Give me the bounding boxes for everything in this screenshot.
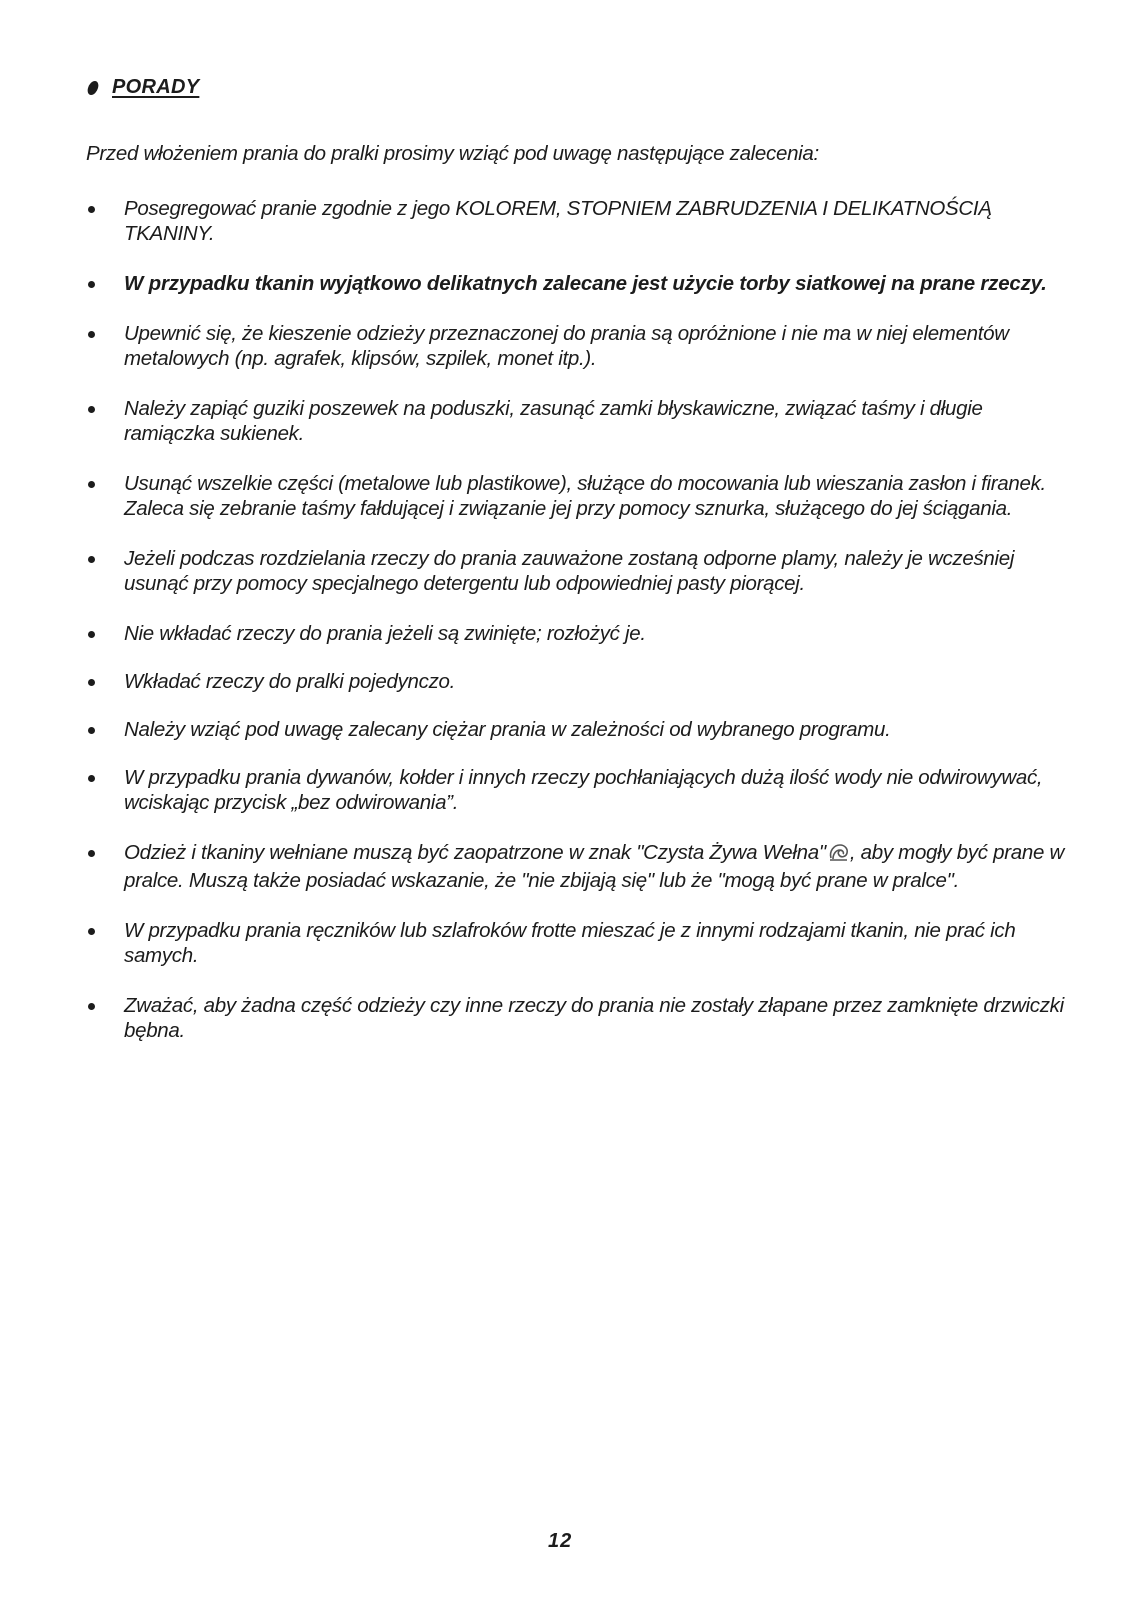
tip-item xyxy=(86,621,1066,646)
tip-item xyxy=(86,717,1066,742)
tip-text: Upewnić się, że kieszenie odzieży przeznaczonej do prania są opróżnione i nie ma w niej elementów metalowych (np. agrafek, klipsów, szpilek, monet itp.). xyxy=(124,322,1009,370)
tip-item-wool xyxy=(86,840,1066,893)
tip-text: Nie wkładać rzeczy do prania jeżeli są zwinięte; rozłożyć je. xyxy=(124,622,646,645)
tip-item xyxy=(86,669,1066,694)
tip-item xyxy=(86,918,1066,968)
bullet-icon xyxy=(88,727,95,734)
tip-item xyxy=(86,271,1066,296)
tip-item xyxy=(86,471,1066,521)
bullet-icon xyxy=(88,406,95,413)
tip-item xyxy=(86,765,1066,815)
tip-text: Jeżeli podczas rozdzielania rzeczy do prania zauważone zostaną odporne plamy, należy je wcześniej usunąć przy pomocy specjalnego detergentu lub odpowiedniej pasty piorącej. xyxy=(124,547,1015,595)
tip-text: Posegregować pranie zgodnie z jego KOLOREM, STOPNIEM ZABRUDZENIA I DELIKATNOŚCIĄ TKANINY. xyxy=(124,197,992,245)
tip-item xyxy=(86,196,1066,246)
tip-text: Zważać, aby żadna część odzieży czy inne rzeczy do prania nie zostały złapane przez zamknięte drzwiczki bębna. xyxy=(124,994,1064,1042)
bullet-icon xyxy=(88,850,95,857)
bullet-icon xyxy=(88,1003,95,1010)
bullet-icon xyxy=(88,281,95,288)
tip-item xyxy=(86,321,1066,371)
intro-paragraph: Przed włożeniem prania do pralki prosimy wziąć pod uwagę następujące zalecenia: xyxy=(86,142,819,165)
bullet-icon xyxy=(88,481,95,488)
tip-item xyxy=(86,546,1066,596)
tip-text: Usunąć wszelkie części (metalowe lub plastikowe), służące do mocowania lub wieszania zasłon i firanek. Zaleca się zebranie taśmy fałdującej i związanie jej przy pomocy sznurka, służącego do jej ściągania. xyxy=(124,472,1046,520)
tip-text: W przypadku prania dywanów, kołder i innych rzeczy pochłaniających dużą ilość wody nie odwirowywać, wciskając przycisk „bez odwirowania”. xyxy=(124,766,1043,814)
wool-tip-text-end: , aby mogły być prane w pralce. Muszą także posiadać wskazanie, że "nie zbijają się" lub że "mogą być prane w pralce". xyxy=(124,841,1064,892)
tip-text: W przypadku tkanin wyjątkowo delikatnych zalecane jest użycie torby siatkowej na prane rzeczy. xyxy=(124,272,1047,295)
section-heading xyxy=(88,76,199,99)
tip-text: Wkładać rzeczy do pralki pojedynczo. xyxy=(124,670,456,693)
tips-list xyxy=(86,196,1066,1068)
tip-text: Należy wziąć pod uwagę zalecany ciężar prania w zależności od wybranego programu. xyxy=(124,718,891,741)
tip-text: Należy zapiąć guziki poszewek na poduszki, zasunąć zamki błyskawiczne, związać taśmy i długie ramiączka sukienek. xyxy=(124,397,983,445)
tip-text xyxy=(124,841,1064,892)
bullet-icon xyxy=(88,331,95,338)
page-number: 12 xyxy=(548,1530,573,1552)
heading-bullet-icon xyxy=(86,81,100,95)
wool-tip-text-start: Odzież i tkaniny wełniane muszą być zaopatrzone w znak "Czysta Żywa Wełna" xyxy=(124,841,826,864)
bullet-icon xyxy=(88,679,95,686)
bullet-icon xyxy=(88,631,95,638)
bullet-icon xyxy=(88,556,95,563)
bullet-icon xyxy=(88,206,95,213)
tip-item xyxy=(86,396,1066,446)
bullet-icon xyxy=(88,775,95,782)
section-heading-text: PORADY xyxy=(112,76,200,98)
tip-item xyxy=(86,993,1066,1043)
tip-text: W przypadku prania ręczników lub szlafroków frotte mieszać je z innymi rodzajami tkanin, nie prać ich samych. xyxy=(124,919,1016,967)
bullet-icon xyxy=(88,928,95,935)
woolmark-icon xyxy=(828,842,850,868)
